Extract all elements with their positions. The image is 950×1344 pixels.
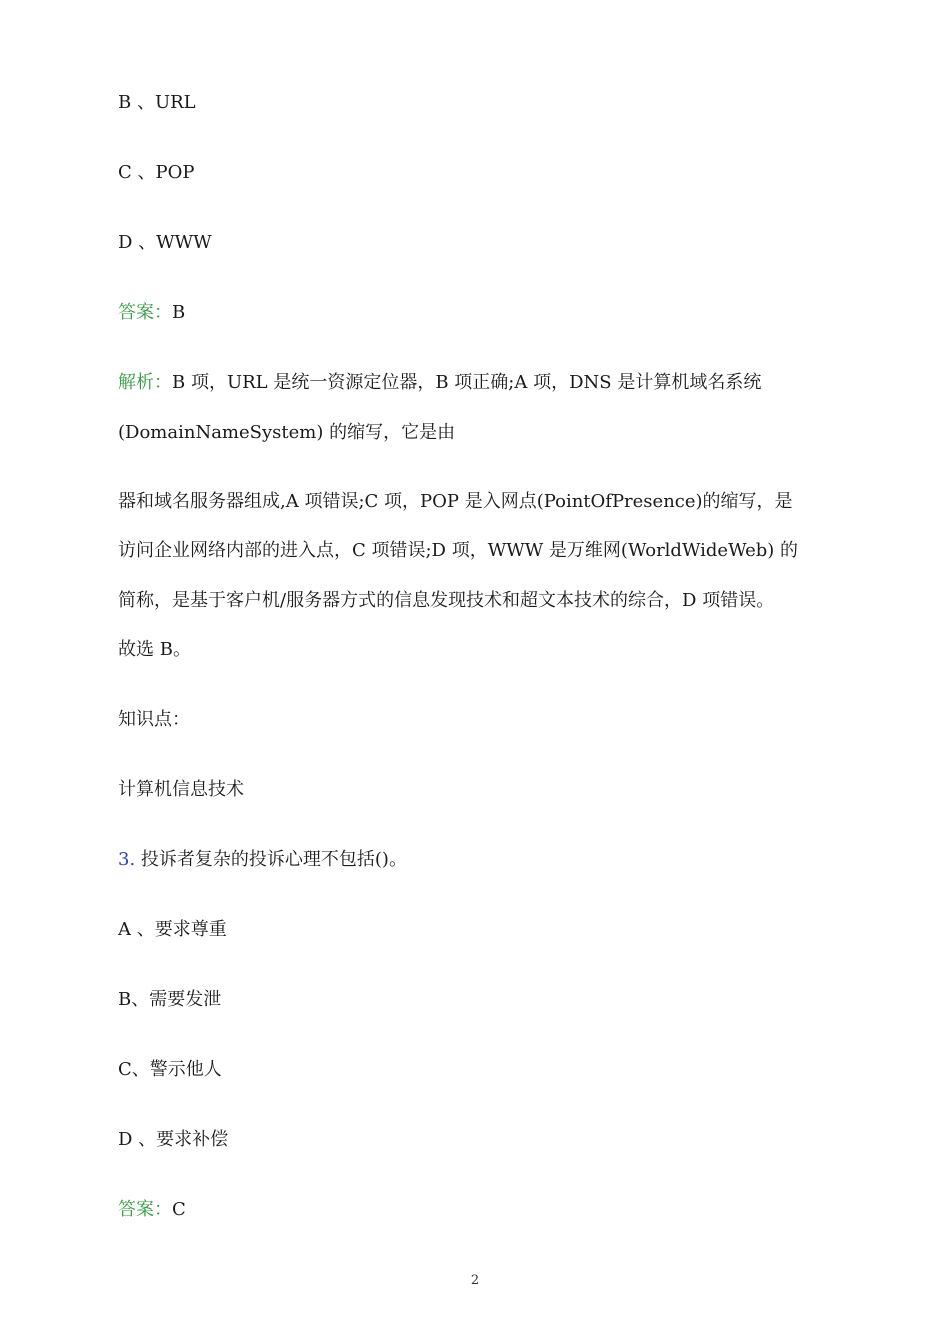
answer-label: 答案： — [118, 302, 172, 323]
q2-answer — [118, 301, 185, 325]
q3-option-c: C、警示他人 — [118, 1059, 222, 1080]
q2-option-d: D 、WWW — [118, 232, 212, 253]
question-text: 投诉者复杂的投诉心理不包括()。 — [135, 849, 407, 870]
q3-option-a: A 、要求尊重 — [118, 919, 227, 940]
q2-analysis-line-5: 简称，是基于客户机/服务器方式的信息发现技术和超文本技术的综合，D 项错误。 — [118, 590, 775, 611]
q2-analysis-line-2: (DomainNameSystem) 的缩写，它是由 — [118, 422, 456, 443]
q2-analysis-line-1 — [118, 371, 761, 395]
analysis-label: 解析： — [118, 372, 172, 393]
answer-value: C — [172, 1199, 186, 1220]
answer-value: B — [172, 302, 186, 323]
question-number: 3. — [118, 849, 136, 870]
q2-analysis-line-6: 故选 B。 — [118, 639, 191, 660]
q3-option-b: B、需要发泄 — [118, 989, 222, 1010]
q3-question — [118, 848, 407, 872]
q2-option-b: B 、URL — [118, 92, 196, 113]
answer-label: 答案： — [118, 1199, 172, 1220]
page-number: 2 — [470, 1273, 480, 1288]
q2-knowledge-label: 知识点： — [118, 709, 190, 730]
q2-option-c: C 、POP — [118, 162, 195, 183]
q2-analysis-line-3: 器和域名服务器组成,A 项错误;C 项，POP 是入网点(PointOfPresence)的缩写，是 — [118, 491, 793, 512]
q3-option-d: D 、要求补偿 — [118, 1129, 229, 1150]
q2-knowledge-value: 计算机信息技术 — [118, 779, 244, 800]
q2-analysis-line-4: 访问企业网络内部的进入点，C 项错误;D 项，WWW 是万维网(WorldWideWeb) 的 — [118, 540, 799, 561]
q3-answer — [118, 1198, 186, 1222]
analysis-text: B 项，URL 是统一资源定位器，B 项正确;A 项，DNS 是计算机域名系统 — [172, 372, 762, 393]
